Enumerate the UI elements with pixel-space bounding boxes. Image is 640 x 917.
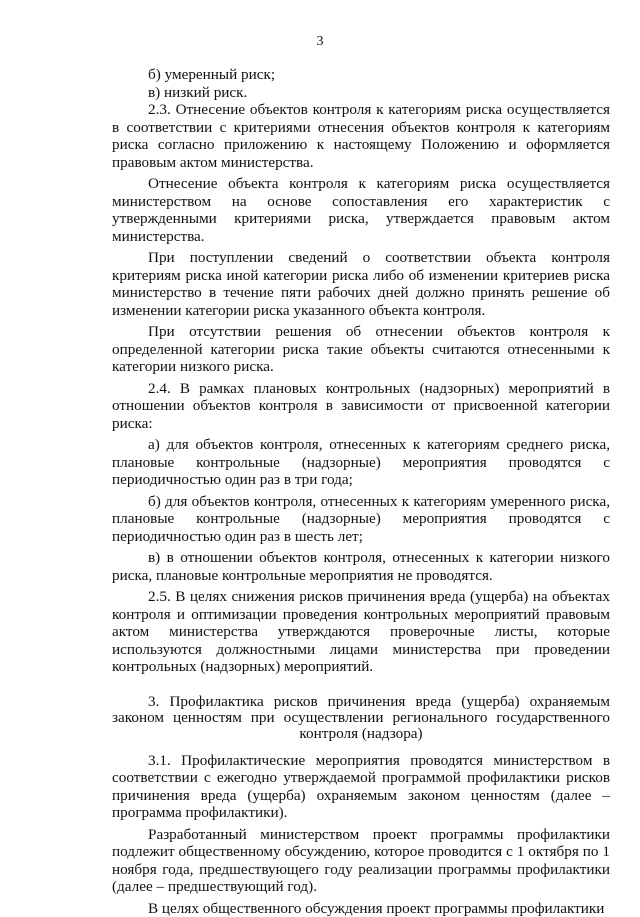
paragraph-2-4-c: в) в отношении объектов контроля, отнесенных к категории низкого риска, плановые контрольные мероприятия не проводятся. — [112, 549, 610, 584]
paragraph-public-discussion: Разработанный министерством проект программы профилактики подлежит общественному обсуждению, которое проводится с 1 октября по 1 ноября года, предшествующего году реализации программы профилактики (далее – предшествующий год). — [112, 826, 610, 896]
paragraph-2-4-a: а) для объектов контроля, отнесенных к категориям среднего риска, плановые контрольные (надзорные) мероприятия проводятся с периодичностью один раз в три года; — [112, 436, 610, 489]
paragraph-2-5: 2.5. В целях снижения рисков причинения вреда (ущерба) на объектах контроля и оптимизации проведения контрольных мероприятий правовым актом министерства утверждаются проверочные листы, которые используются должностными лицами министерства при проведении контрольных (надзорных) мероприятий. — [112, 588, 610, 676]
section-heading-3: 3. Профилактика рисков причинения вреда (ущерба) охраняемым законом ценностям при осуществлении регионального государственного контроля (надзора) — [112, 694, 610, 742]
list-item-moderate-risk: б) умеренный риск; — [112, 66, 610, 84]
page-number: 3 — [0, 34, 640, 50]
paragraph-2-4-b: б) для объектов контроля, отнесенных к категориям умеренного риска, плановые контрольные (надзорные) мероприятия проводятся с периодичностью один раз в шесть лет; — [112, 493, 610, 546]
paragraph-2-4: 2.4. В рамках плановых контрольных (надзорных) мероприятий в отношении объектов контроля в зависимости от присвоенной категории риска: — [112, 380, 610, 433]
paragraph-risk-change: При поступлении сведений о соответствии объекта контроля критериям риска иной категории риска либо об изменении критериев риска министерство в течение пяти рабочих дней должно принять решение об изменении категории риска указанного объекта контроля. — [112, 249, 610, 319]
list-item-low-risk: в) низкий риск. — [112, 84, 610, 102]
paragraph-risk-assignment: Отнесение объекта контроля к категориям риска осуществляется министерством на основе сопоставления его характеристик с утвержденными критериями риска, утверждается правовым актом министерства. — [112, 175, 610, 245]
paragraph-no-decision: При отсутствии решения об отнесении объектов контроля к определенной категории риска такие объекты считаются отнесенными к категории низкого риска. — [112, 323, 610, 376]
paragraph-3-1: 3.1. Профилактические мероприятия проводятся министерством в соответствии с ежегодно утверждаемой программой профилактики рисков причинения вреда (ущерба) охраняемым законом ценностям (далее – программа профилактики). — [112, 752, 610, 822]
document-body — [112, 66, 610, 917]
paragraph-2-3: 2.3. Отнесение объектов контроля к категориям риска осуществляется в соответствии с критериями отнесения объектов контроля к категориям риска согласно приложению к настоящему Положению и оформляется правовым актом министерства. — [112, 101, 610, 171]
paragraph-discussion-purpose: В целях общественного обсуждения проект программы профилактики — [112, 900, 610, 917]
